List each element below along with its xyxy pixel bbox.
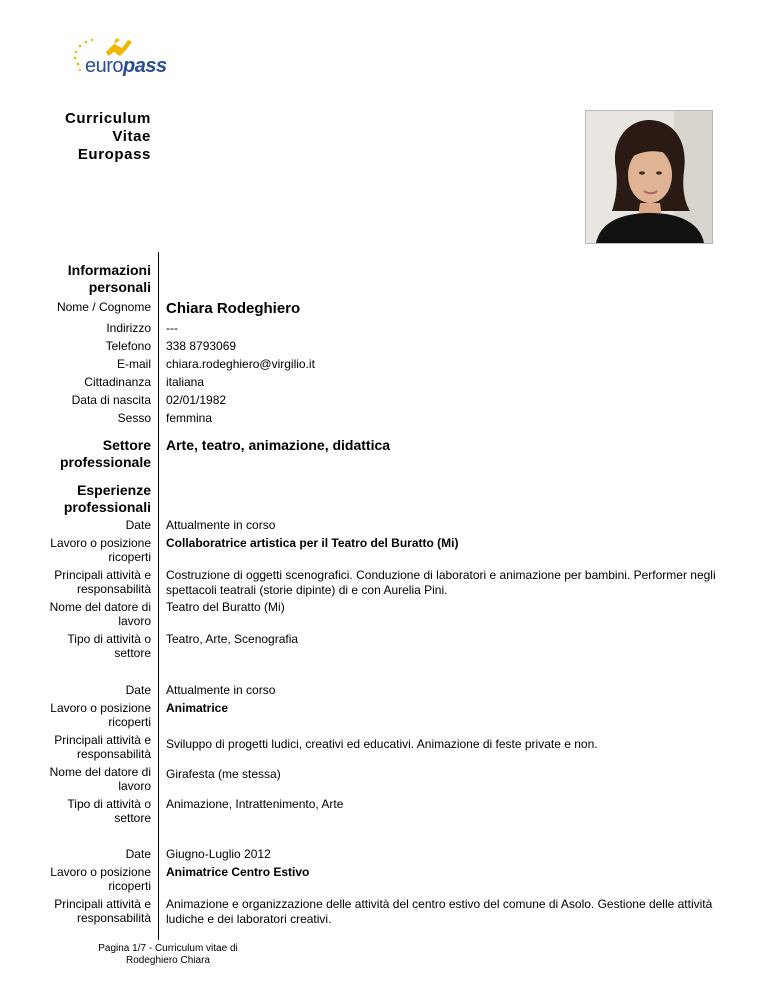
cv-title xyxy=(65,110,151,164)
value-birthdate: 02/01/1982 xyxy=(166,393,227,407)
cv-title-line2: Vitae xyxy=(112,128,151,145)
label-employer: Nome del datore di lavoro xyxy=(49,600,151,628)
label-activities: Principali attività e responsabilità xyxy=(54,897,151,925)
value-email[interactable]: chiara.rodeghiero@virgilio.it xyxy=(166,357,315,371)
value-name: Chiara Rodeghiero xyxy=(166,300,301,317)
exp2-type: Animazione, Intrattenimento, Arte xyxy=(166,797,344,811)
logo-text-pass: pass xyxy=(123,55,167,77)
label-date: Date xyxy=(125,683,151,697)
page-footer xyxy=(88,943,248,967)
exp1-activities: Costruzione di oggetti scenografici. Conduzione di laboratori e animazione per bambini. Performer negli spettacoli teatrali (storie dipinte) di e con Aurelia Pini. xyxy=(166,568,716,597)
label-birthdate: Data di nascita xyxy=(71,393,151,407)
label-phone: Telefono xyxy=(105,339,151,353)
footer-line1: Pagina 1/7 - Curriculum vitae di xyxy=(98,943,238,954)
exp2-position: Animatrice xyxy=(166,701,229,715)
label-type: Tipo di attività o settore xyxy=(67,632,151,660)
label-activities: Principali attività e responsabilità xyxy=(54,733,151,761)
label-date: Date xyxy=(125,847,151,861)
section-title-personal: Informazioni personali xyxy=(67,262,151,295)
footer-line2: Rodeghiero Chiara xyxy=(126,955,210,966)
exp2-date: Attualmente in corso xyxy=(166,683,276,697)
value-address: --- xyxy=(166,321,178,335)
label-name: Nome / Cognome xyxy=(56,300,151,314)
europass-logo xyxy=(70,34,167,82)
logo-wordmark xyxy=(85,56,167,76)
exp1-date: Attualmente in corso xyxy=(166,518,276,532)
exp1-employer: Teatro del Buratto (Mi) xyxy=(166,600,285,614)
value-citizenship: italiana xyxy=(166,375,205,389)
exp2-activities: Sviluppo di progetti ludici, creativi ed educativi. Animazione di feste private e non. xyxy=(166,737,598,751)
value-phone: 338 8793069 xyxy=(166,339,237,353)
label-date: Date xyxy=(125,518,151,532)
exp1-type: Teatro, Arte, Scenografia xyxy=(166,632,299,646)
profile-photo xyxy=(585,110,713,244)
label-email: E-mail xyxy=(116,357,151,371)
value-sector: Arte, teatro, animazione, didattica xyxy=(166,437,391,453)
label-employer: Nome del datore di lavoro xyxy=(49,765,151,793)
value-sex: femmina xyxy=(166,411,213,425)
cv-title-line1: Curriculum xyxy=(64,110,151,127)
label-sector: Settore professionale xyxy=(59,437,151,470)
label-position: Lavoro o posizione ricoperti xyxy=(50,701,151,729)
exp3-position: Animatrice Centro Estivo xyxy=(166,865,310,879)
label-sex: Sesso xyxy=(117,411,151,425)
section-title-experience: Esperienze professionali xyxy=(63,482,151,515)
exp3-date: Giugno-Luglio 2012 xyxy=(166,847,271,861)
exp2-employer: Girafesta (me stessa) xyxy=(166,767,281,781)
column-divider xyxy=(158,252,159,940)
label-address: Indirizzo xyxy=(106,321,151,335)
label-position: Lavoro o posizione ricoperti xyxy=(50,865,151,893)
label-activities: Principali attività e responsabilità xyxy=(54,568,151,596)
label-citizenship: Cittadinanza xyxy=(84,375,151,389)
logo-text-euro: euro xyxy=(85,55,124,77)
label-position: Lavoro o posizione ricoperti xyxy=(50,536,151,564)
exp3-activities: Animazione e organizzazione delle attività del centro estivo del comune di Asolo. Gestione delle attività ludiche e dei laboratori creativi. xyxy=(166,897,713,926)
label-type: Tipo di attività o settore xyxy=(67,797,151,825)
exp1-position: Collaboratrice artistica per il Teatro del Buratto (Mi) xyxy=(166,536,459,550)
cv-title-line3: Europass xyxy=(77,146,151,163)
